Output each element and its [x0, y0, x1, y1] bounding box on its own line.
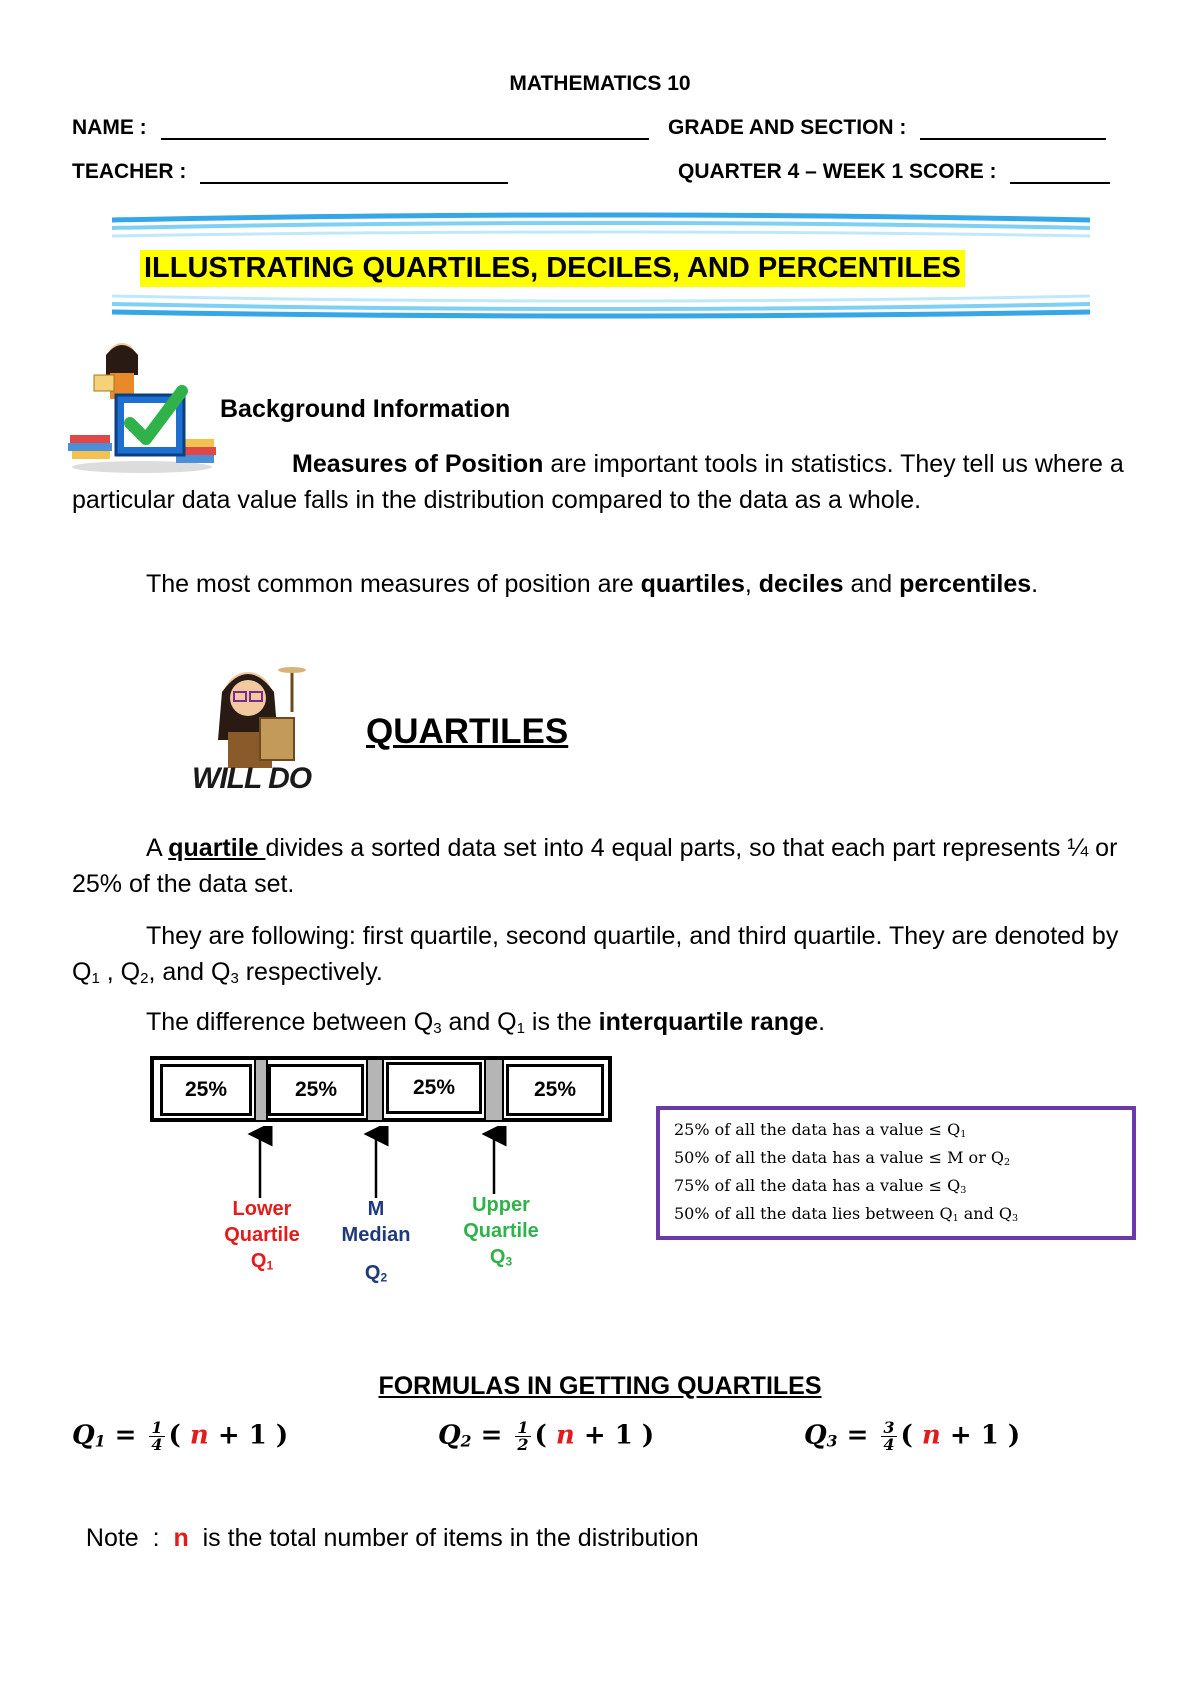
banner-bottom-wave [112, 290, 1090, 320]
q-p3-b: and Q [441, 1008, 517, 1036]
banner-top-wave [112, 212, 1090, 242]
upper-l1: Upper [472, 1194, 530, 1216]
median-sub: 2 [380, 1270, 388, 1285]
lower-l3: Q [250, 1250, 267, 1272]
deciles-term: deciles [758, 570, 844, 598]
q1-num: 1 [151, 1418, 163, 1437]
q-p2-sub1: 1 [91, 970, 100, 987]
q3-plus: + 1 ) [940, 1420, 1021, 1451]
median-l1: M [367, 1198, 385, 1220]
formulas-heading: FORMULAS IN GETTING QUARTILES [378, 1372, 822, 1400]
q-p2-b: , Q [99, 958, 141, 986]
upper-l2: Quartile [463, 1220, 539, 1242]
background-paragraph-1 [72, 446, 1142, 518]
note-label: Note : [85, 1524, 174, 1552]
q-p3-a: The difference between Q [146, 1008, 434, 1036]
upper-quartile-label [446, 1192, 556, 1274]
note-line-4-sub: 1 [952, 1212, 959, 1224]
grade-label: GRADE AND SECTION : [668, 116, 907, 139]
q2-open: ( [534, 1420, 556, 1451]
q2-sub: 2 [460, 1431, 472, 1451]
note-line-1-sub: 1 [960, 1128, 967, 1140]
q3-sub: 3 [826, 1431, 838, 1451]
q-p2-d: respectively. [238, 958, 383, 986]
note-line-1 [674, 1118, 1118, 1146]
teacher-label: TEACHER : [72, 160, 187, 183]
note-n: n [173, 1524, 189, 1552]
quartile-paragraph-3 [72, 1004, 1142, 1047]
q1-eq: = [105, 1420, 146, 1451]
upper-l3: Q [489, 1246, 506, 1268]
note-line-3-text: 75% of all the data has a value ≤ Q [674, 1175, 961, 1195]
segment-1: 25% [160, 1064, 252, 1116]
banner-title: ILLUSTRATING QUARTILES, DECILES, AND PERCENTILES [140, 250, 965, 287]
q-p1-pre: A [146, 834, 169, 862]
p1-rest: are important tools in statistics. They tell us where a particular data value falls in the distribution compared to the data as a whole. [72, 450, 1124, 514]
lower-sub: 1 [266, 1258, 274, 1273]
note-line-4-sub2: 3 [1012, 1212, 1019, 1224]
teacher-row [72, 160, 508, 184]
q3-eq: = [837, 1420, 878, 1451]
q2-den: 2 [517, 1435, 529, 1454]
quarter-row [678, 160, 1110, 184]
score-field[interactable] [1010, 160, 1110, 184]
note-line-4 [674, 1202, 1118, 1230]
background-paragraph-2 [72, 566, 1142, 602]
q1-den: 4 [151, 1435, 163, 1454]
note-line-2 [674, 1146, 1118, 1174]
note-line-2-sub: 2 [1004, 1156, 1011, 1168]
q1-plus: + 1 ) [208, 1420, 289, 1451]
quartile-notes-box [656, 1106, 1136, 1240]
q-p3-sub3: 3 [433, 1020, 442, 1037]
name-label: NAME : [72, 116, 147, 139]
quartile-paragraph-2 [72, 918, 1142, 997]
note-line-3-sub: 3 [960, 1184, 967, 1196]
formula-note [72, 1484, 699, 1556]
q1-open: ( [168, 1420, 190, 1451]
q1-sub: 1 [94, 1431, 106, 1451]
separator-q3 [484, 1060, 504, 1120]
p2-end: . [1031, 570, 1039, 598]
teacher-field[interactable] [200, 160, 508, 184]
q1-n: n [189, 1420, 209, 1451]
q2-num: 1 [517, 1418, 529, 1437]
quarter-label: QUARTER 4 – WEEK 1 SCORE : [678, 160, 997, 183]
p2-pre: The most common measures of position are [146, 570, 641, 598]
separator-q2 [366, 1060, 384, 1120]
quartile-term: quartile [168, 834, 266, 862]
q3-open: ( [900, 1420, 922, 1451]
formula-q1 [72, 1420, 288, 1453]
quartile-paragraph-1 [72, 830, 1142, 902]
lower-quartile-label [212, 1196, 312, 1278]
segment-3: 25% [386, 1062, 482, 1114]
q2-plus: + 1 ) [574, 1420, 655, 1451]
will-do-badge [192, 762, 311, 796]
name-field[interactable] [161, 116, 649, 140]
segment-4: 25% [506, 1064, 604, 1116]
median-label [326, 1196, 426, 1290]
q3-den: 4 [883, 1435, 895, 1454]
p2-sep: , [744, 570, 759, 598]
q3-symbol: Q [804, 1420, 827, 1451]
percentiles-term: percentiles [899, 570, 1032, 598]
q-p3-end: . [818, 1008, 826, 1036]
formula-q2 [438, 1420, 654, 1453]
note-line-4-mid: and Q [958, 1203, 1013, 1223]
interquartile-range-term: interquartile range [598, 1008, 819, 1036]
grade-field[interactable] [920, 116, 1106, 140]
q-p1-rest: divides a sorted data set into 4 equal parts, so that each part represents ¼ or 25% of the data set. [72, 834, 1118, 898]
q3-n: n [921, 1420, 941, 1451]
q2-n: n [555, 1420, 575, 1451]
quartiles-title: QUARTILES [366, 712, 569, 751]
separator-q1 [254, 1060, 268, 1120]
segment-2: 25% [268, 1064, 364, 1116]
background-heading: Background Information [220, 395, 511, 423]
q-p2-c: , and Q [148, 958, 231, 986]
q2-eq: = [471, 1420, 512, 1451]
lower-l1: Lower [232, 1198, 292, 1220]
q1-fraction [149, 1420, 164, 1453]
q-p2-sub2: 2 [140, 970, 149, 987]
median-l3: Q [364, 1262, 381, 1284]
quartiles-term: quartiles [640, 570, 745, 598]
upper-sub: 3 [505, 1254, 513, 1269]
grade-row [668, 116, 1106, 140]
q-p3-c: is the [524, 1008, 599, 1036]
p2-and: and [843, 570, 900, 598]
median-l2: Median [341, 1224, 411, 1246]
q2-symbol: Q [438, 1420, 461, 1451]
note-line-3 [674, 1174, 1118, 1202]
subject-title: MATHEMATICS 10 [509, 72, 691, 95]
q-p3-sub1: 1 [516, 1020, 525, 1037]
q-p2-a: They are following: first quartile, second quartile, and third quartile. They are denoted by Q [72, 922, 1119, 986]
q-p2-sub3: 3 [230, 970, 239, 987]
q3-num: 3 [883, 1418, 895, 1437]
badge-text: WILL DO [192, 762, 312, 795]
name-row [72, 116, 649, 140]
measures-of-position-term: Measures of Position [292, 450, 544, 478]
note-line-2-text: 50% of all the data has a value ≤ M or Q [674, 1147, 1005, 1167]
q1-symbol: Q [72, 1420, 95, 1451]
formula-q3 [804, 1420, 1020, 1453]
q3-fraction [881, 1420, 896, 1453]
note-line-4-text: 50% of all the data lies between Q [674, 1203, 953, 1223]
note-line-1-text: 25% of all the data has a value ≤ Q [674, 1120, 961, 1139]
lower-l2: Quartile [224, 1224, 300, 1246]
note-rest: is the total number of items in the distribution [188, 1524, 699, 1552]
q2-fraction [515, 1420, 530, 1453]
